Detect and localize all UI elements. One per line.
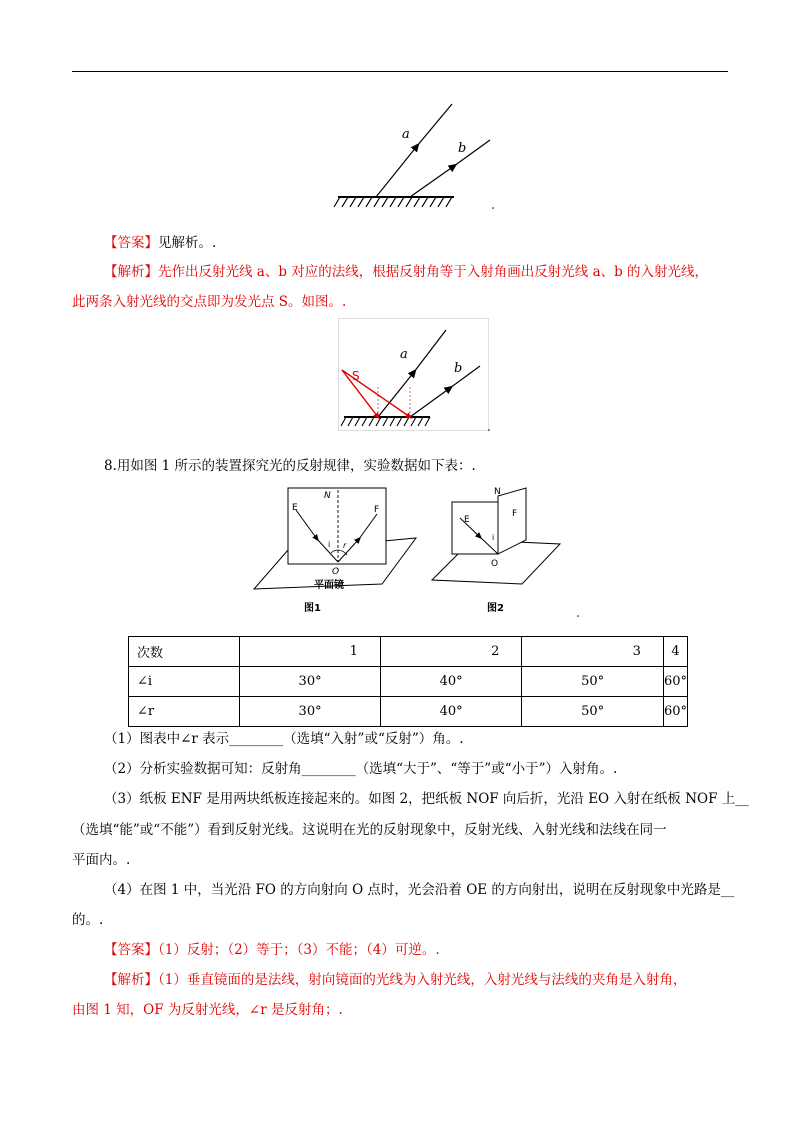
table-cell: 3 [522, 637, 664, 667]
figure-2-folded-board [430, 484, 580, 619]
q8-answer [104, 941, 440, 959]
table-cell: 1 [240, 637, 381, 667]
table-cell: ∠r [129, 697, 240, 727]
table-cell: ∠i [129, 667, 240, 697]
ray-b [410, 388, 450, 417]
label-i: i [328, 540, 331, 549]
label-f: F [374, 505, 380, 515]
table-cell: 30° [240, 667, 381, 697]
analysis-tag: 【解析】 [104, 972, 158, 988]
label-f: F [512, 509, 518, 519]
q8-sub1: （1）图表中∠r 表示________（选填“入射”或“反射”）角。. [104, 731, 464, 747]
incident-ray-1 [342, 370, 378, 417]
header-rule [72, 71, 728, 72]
table-cell: 60° [663, 667, 687, 697]
analysis-tag: 【解析】 [104, 264, 158, 280]
label-a: a [402, 127, 410, 142]
q8-sub2: （2）分析实验数据可知：反射角________（选填“大于”、“等于”或“小于”）入射角。. [104, 761, 618, 777]
label-o: O [332, 567, 340, 577]
table-cell: 4 [663, 637, 687, 667]
experiment-data-table [128, 636, 688, 727]
q7-answer [104, 234, 216, 252]
ray-a [376, 146, 417, 197]
figure-1-apparatus [252, 484, 420, 619]
q7-analysis-line1: 【解析】先作出反射光线 a、b 对应的法线，根据反射角等于入射角画出反射光线 a、b 的入射光线， [104, 264, 709, 280]
table-header-row [129, 637, 688, 667]
table-cell: 50° [522, 697, 664, 727]
label-n: N [324, 491, 331, 501]
label-i: i [492, 533, 495, 542]
q8-sub3-line3: 平面内。. [72, 852, 131, 868]
table-cell: 50° [522, 667, 664, 697]
q8-stem: 8.用如图 1 所示的装置探究光的反射规律，实验数据如下表：. [104, 458, 476, 474]
q8-analysis-line1: 【解析】（1）垂直镜面的是法线，射向镜面的光线为入射光线，入射光线与法线的夹角是入射角， [104, 972, 687, 988]
reflection-figure-with-source [338, 318, 490, 432]
table-cell: 40° [380, 667, 522, 697]
ray-a [378, 372, 414, 417]
table-cell: 2 [380, 637, 522, 667]
q8-sub4-line1: （4）在图 1 中，当光沿 FO 的方向射向 O 点时，光会沿着 OE 的方向射出，说明在反射现象中光路是__ [104, 882, 735, 898]
label-r: r [343, 541, 347, 550]
answer-text: （1）反射；（2）等于；（3）不能；（4）可逆。. [158, 942, 440, 958]
label-b: b [454, 361, 463, 376]
q7-analysis-line2: 此两条入射光线的交点即为发光点 S。如图。. [72, 294, 347, 310]
label-mirror: 平面镜 [314, 580, 344, 591]
label-o: O [491, 559, 499, 569]
label-e: E [464, 515, 470, 525]
table-cell: 30° [240, 697, 381, 727]
reflection-figure-a-b [330, 100, 510, 215]
answer-tag: 【答案】 [104, 942, 158, 958]
q8-sub3-line1: （3）纸板 ENF 是用两块纸板连接起来的。如图 2，把纸板 NOF 向后折，光沿 EO 入射在纸板 NOF 上__ [104, 791, 749, 807]
label-a: a [400, 347, 408, 362]
label-s: S [352, 369, 360, 383]
table-cell: 60° [663, 697, 687, 727]
table-cell: 次数 [129, 637, 240, 667]
figure-caption: 图2 [487, 603, 504, 614]
answer-tag: 【答案】 [104, 235, 158, 251]
q8-sub4-line2: 的。. [72, 912, 104, 928]
answer-text: 见解析。. [158, 235, 217, 251]
label-n: N [494, 487, 501, 497]
label-b: b [458, 141, 467, 156]
table-cell: 40° [380, 697, 522, 727]
q8-sub3-line2: （选填“能”或“不能”）看到反射光线。这说明在光的反射现象中，反射光线、入射光线和法线在同一 [72, 822, 667, 838]
ray-b [410, 166, 454, 197]
table-row [129, 697, 688, 727]
table-row [129, 667, 688, 697]
figure-caption: 图1 [304, 603, 321, 614]
label-e: E [292, 503, 298, 513]
q8-analysis-line2: 由图 1 知，OF 为反射光线，∠r 是反射角；. [72, 1002, 343, 1018]
